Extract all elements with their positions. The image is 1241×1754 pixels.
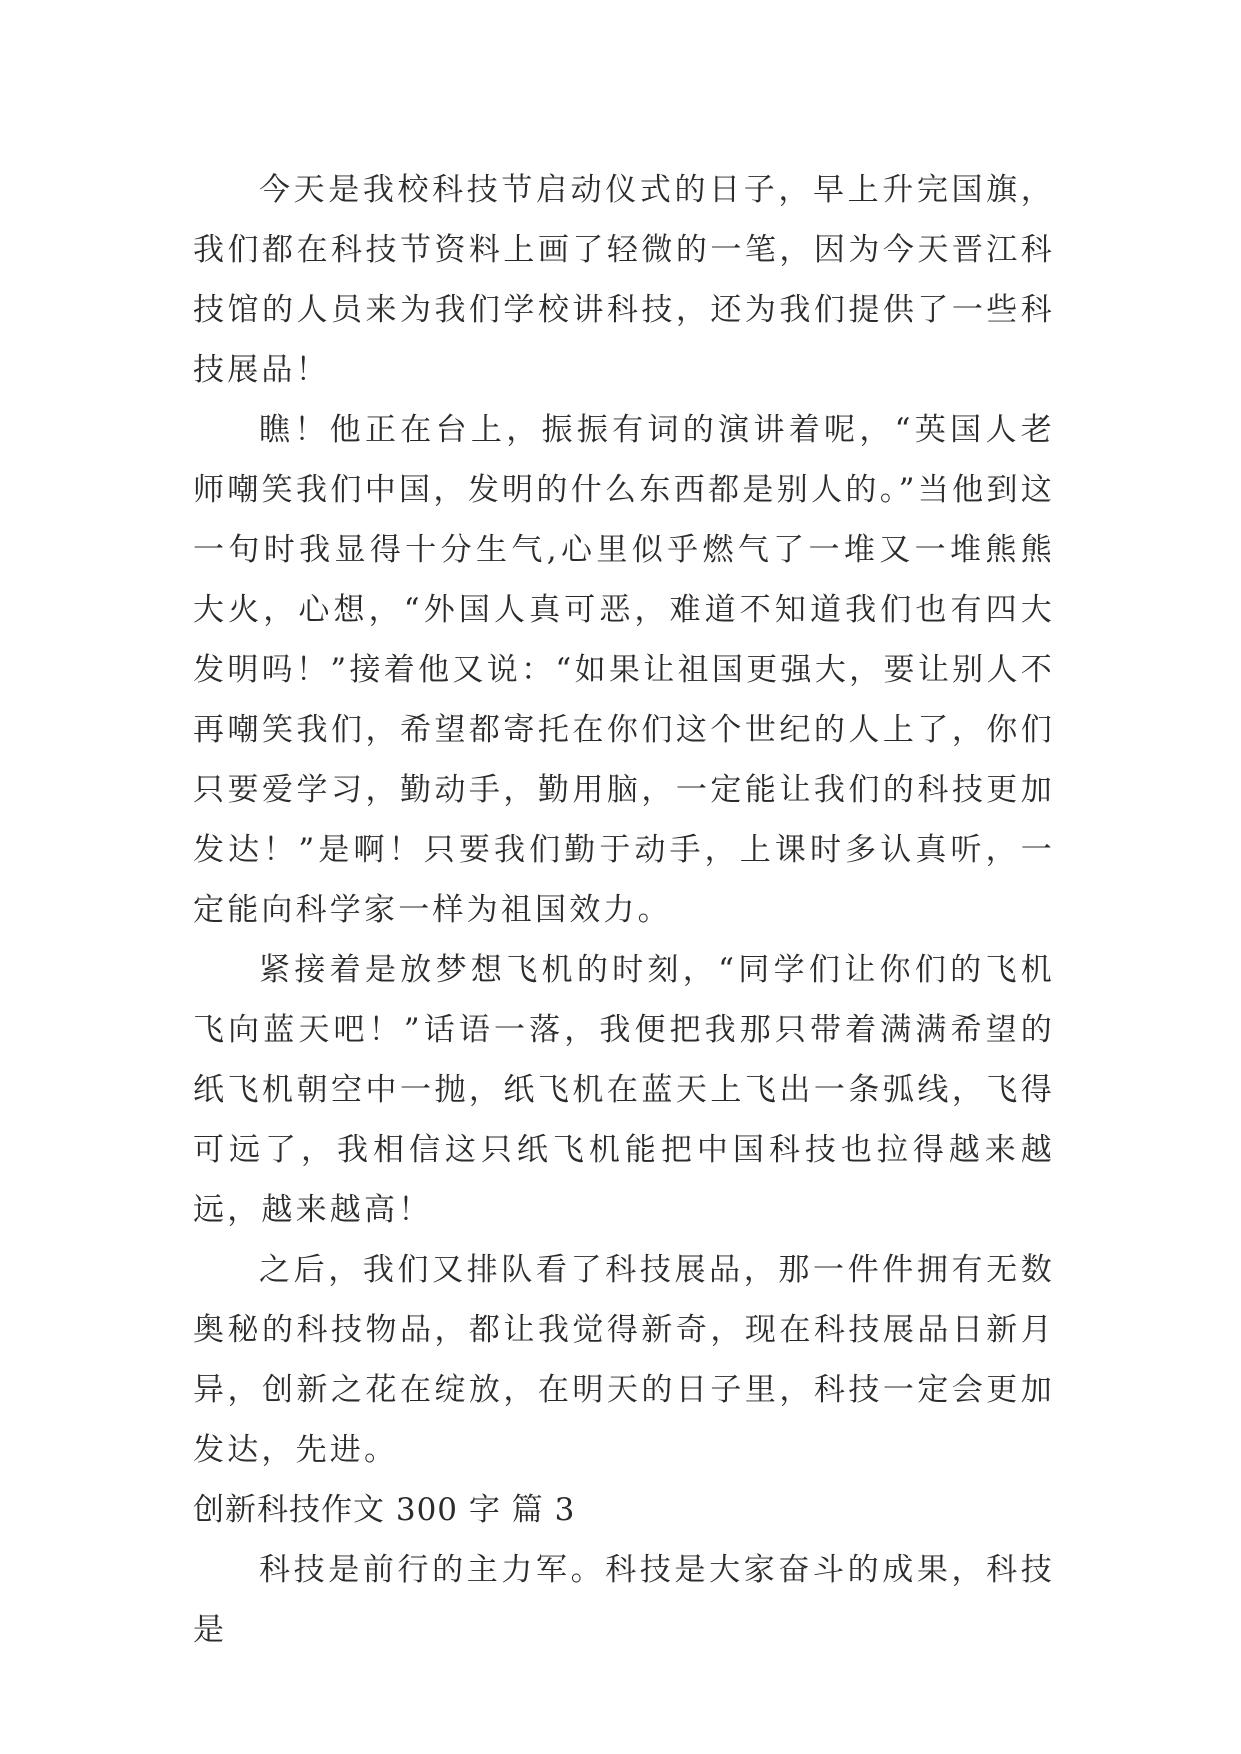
paragraph-5: 科技是前行的主力军。科技是大家奋斗的成果，科技是 (193, 1552, 1055, 1648)
document-page (193, 160, 1055, 1660)
paragraph-4: 之后，我们又排队看了科技展品，那一件件拥有无数奥秘的科技物品，都让我觉得新奇，现在科技展品日新月异，创新之花在绽放，在明天的日子里，科技一定会更加发达，先进。 (193, 1252, 1055, 1468)
paragraph-3: 紧接着是放梦想飞机的时刻，“同学们让你们的飞机飞向蓝天吧！”话语一落，我便把我那只带着满满希望的纸飞机朝空中一抛，纸飞机在蓝天上飞出一条弧线，飞得可远了，我相信这只纸飞机能把中国科技也拉得越来越远，越来越高！ (193, 952, 1055, 1228)
paragraph-2: 瞧！他正在台上，振振有词的演讲着呢，“英国人老师嘲笑我们中国，发明的什么东西都是别人的。”当他到这一句时我显得十分生气,心里似乎燃气了一堆又一堆熊熊大火，心想，“外国人真可恶，难道不知道我们也有四大发明吗！”接着他又说：“如果让祖国更强大，要让别人不再嘲笑我们，希望都寄托在你们这个世纪的人上了，你们只要爱学习，勤动手，勤用脑，一定能让我们的科技更加发达！”是啊！只要我们勤于动手，上课时多认真听，一定能向科学家一样为祖国效力。 (193, 412, 1055, 928)
section-heading: 创新科技作文 300 字 篇 3 (193, 1492, 576, 1528)
paragraph-1: 今天是我校科技节启动仪式的日子，早上升完国旗，我们都在科技节资料上画了轻微的一笔，因为今天晋江科技馆的人员来为我们学校讲科技，还为我们提供了一些科技展品！ (193, 172, 1055, 388)
